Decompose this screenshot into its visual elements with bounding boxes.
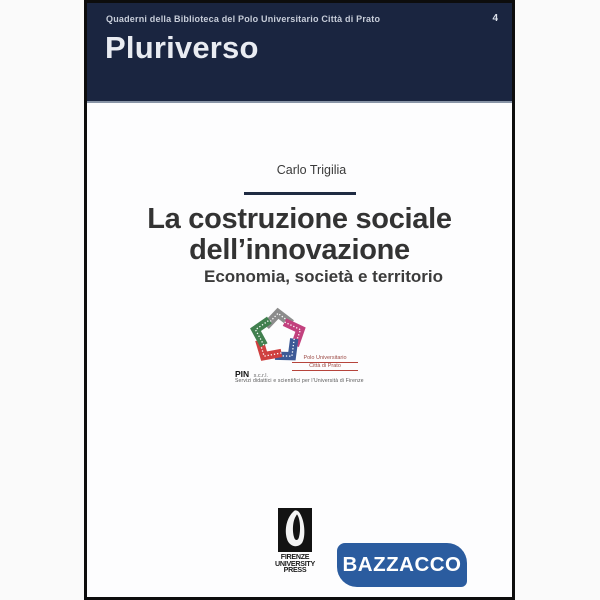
book-cover	[84, 0, 515, 600]
publisher-flame-logo-icon	[278, 508, 312, 557]
bazzacco-watermark-badge	[337, 543, 467, 587]
book-subtitle: Economia, società e territorio	[203, 267, 443, 286]
pin-tagline: Servizi didattici e scientifici per l’Università di Firenze	[235, 378, 364, 384]
series-number: 4	[492, 13, 498, 24]
book-title	[87, 204, 512, 266]
author-name: Carlo Trigilia	[276, 163, 347, 177]
publisher-name-line3: PRESS	[283, 565, 307, 574]
pin-org-suffix: s.c.r.l.	[253, 373, 268, 379]
author-divider-rule	[244, 192, 356, 195]
pin-logo-place-text	[292, 355, 358, 371]
book-title-line1: La costruzione sociale	[147, 203, 452, 235]
book-title-line2: dell’innovazione	[189, 234, 410, 266]
series-header	[87, 3, 512, 103]
pin-place-line2: Città di Prato	[292, 363, 358, 371]
bazzacco-watermark-label: BAZZACCO	[342, 553, 462, 576]
pin-org-name: PIN	[235, 369, 250, 379]
publisher-name	[274, 554, 316, 574]
publisher-name-line1: FIRENZE	[280, 552, 310, 561]
series-title: Quaderni della Biblioteca del Polo Universitario Città di Prato	[106, 14, 381, 24]
pin-place-line1: Polo Universitario	[292, 355, 358, 363]
publisher-name-line2: UNIVERSITY	[275, 558, 315, 568]
series-name: Pluriverso	[105, 30, 259, 65]
